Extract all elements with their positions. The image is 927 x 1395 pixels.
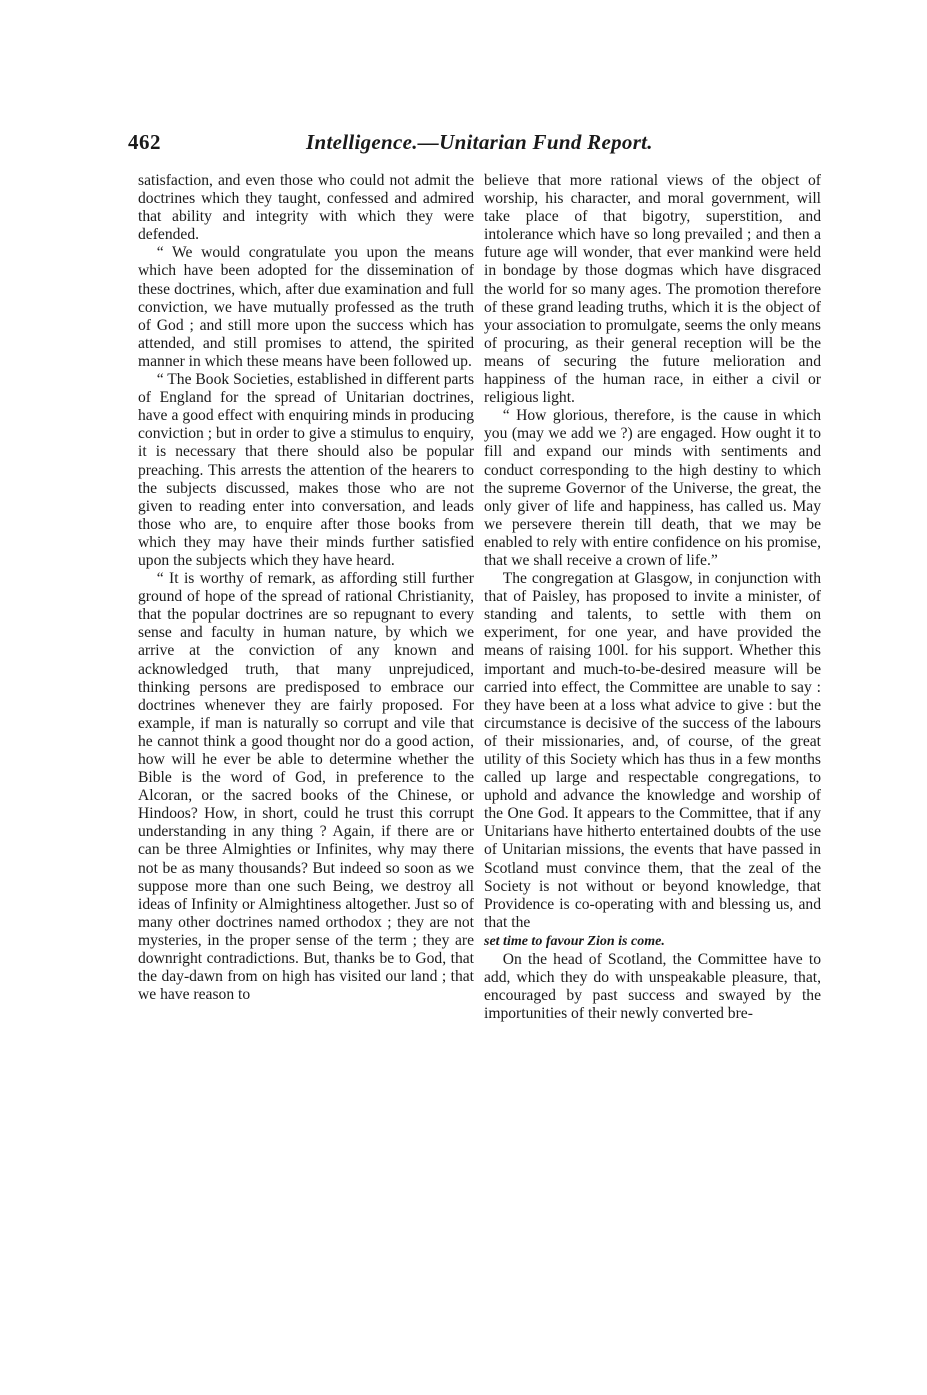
paragraph: believe that more rational views of the object of worship, his character, and moral government, will take place of that bigotry, superstition, and intolerance which have so long prevailed ; and then a future age will wonder, that ever mankind were held in bondage by those dogmas which have disgraced the world for so many ages. The promotion therefore of these grand leading truths, which it is the object of your association to promulgate, seems the only means of procuring, as their general reception will be the means of securing the future melioration and happiness of the human race, in either a civil or religious light. — [484, 172, 821, 407]
paragraph: “ The Book Societies, established in different parts of England for the spread of Unitarian doctrines, have a good effect with enquiring minds in producing conviction ; but in order to give a stimulus to enquiry, it is necessary that there should also be popular preaching. This arrests the attention of the hearers to the subjects discussed, makes those who are not given to reading enter into conversation, and leads those who are, to enquire after those books from which they may have their minds further satisfied upon the subjects which they have heard. — [138, 371, 475, 569]
closing-quote: set time to favour Zion is come. — [484, 933, 665, 949]
paragraph: On the head of Scotland, the Committee have to add, which they do with unspeakable pleasure, that, encouraged by past success and swayed by the importunities of their newly converted bre- — [484, 951, 821, 1023]
running-title: Intelligence.—Unitarian Fund Report. — [306, 130, 653, 154]
page-header — [128, 130, 818, 166]
paragraph: The congregation at Glasgow, in conjunction with that of Paisley, has proposed to invite a minister, of standing and talents, to settle with them on experiment, for one year, and have provided the means of raising 100l. for his support. Whether this important and much-to-be-desired measure will be carried into effect, the Committee are unable to say : they have been at a loss what advice to give : but the circumstance is decisive of the success of the labours of their missionaries, and, of course, of the great utility of this Society which has thus in a few months called up large and respectable congregations, to uphold and advance the knowledge and worship of the One God. It appears to the Committee, that if any Unitarians have hitherto entertained doubts of the use of Unitarian missions, the events that have passed in Scotland must convince them, that the zeal of the Society is not without or beyond knowledge, that Providence is co-operating with and blessing us, and that the — [484, 570, 821, 931]
paragraph: satisfaction, and even those who could not admit the doctrines which they taught, confessed and admired that ability and integrity with which they were defended. — [138, 172, 474, 244]
paragraph: “ How glorious, therefore, is the cause in which you (may we add we ?) are engaged. How ought it to fill and expand our minds with sentiments and conduct corresponding to the high destiny to which the supreme Governor of the Universe, the great, the only giver of life and happiness, has called us. May we persevere therein till death, that we may be enabled to rely with entire confidence on his promise, that we shall receive a crown of life.” — [484, 407, 821, 569]
page-number: 462 — [128, 130, 161, 154]
right-column — [484, 172, 821, 1023]
paragraph: “ It is worthy of remark, as affording still further ground of hope of the spread of rational Christianity, that the popular doctrines are so repugnant to every sense and faculty in human nature, by which we arrive at the conviction of any known and acknowledged truth, that many unprejudiced, thinking persons are predisposed to embrace our doctrines whenever they are fairly proposed. For example, if man is naturally so corrupt and vile that he cannot think a good thought nor do a good action, how will he ever be able to determine whether the Bible is the word of God, in preference to the Alcoran, or the sacred books of the Chinese, or Hindoos? How, in short, could he trust this corrupt understanding in any thing ? Again, if there are or can be three Almighties or Infinites, why may there not be as many thousands? But indeed so soon as we suppose more than one such Being, we destroy all ideas of Infinity or Almightiness altogether. Just so of many other doctrines named orthodox ; they are not mysteries, in the proper sense of the term ; they are downright contradictions. But, thanks be to God, that the day-dawn from on high has visited our land ; that we have reason to — [138, 570, 474, 1004]
left-column — [138, 172, 474, 1004]
closing-line — [484, 932, 821, 951]
paragraph: “ We would congratulate you upon the means which have been adopted for the dissemination of these doctrines, which, after due examination and full conviction, we have mutually professed as the truth of God ; and still more upon the success which has attended, and still promises to attend, the spirited manner in which these means have been followed up. — [138, 244, 474, 370]
